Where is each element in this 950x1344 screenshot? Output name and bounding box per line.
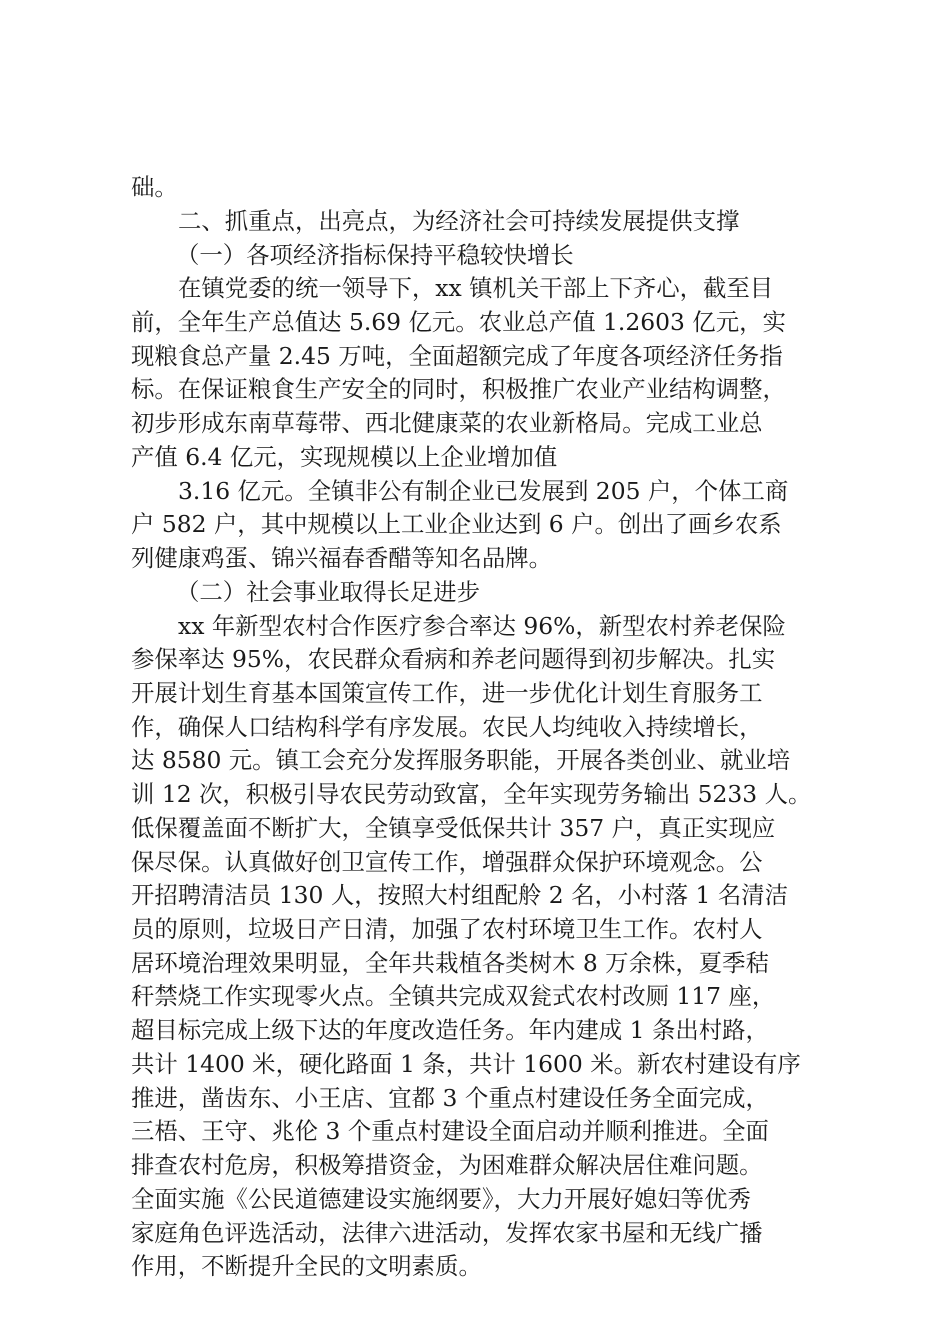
- text-line: 列健康鸡蛋、锦兴福春香醋等知名品牌。: [131, 544, 553, 572]
- text-line: 推进，凿齿东、小王店、宜都 3 个重点村建设任务全面完成，: [131, 1084, 769, 1112]
- text-line: 础。: [131, 173, 178, 201]
- text-line: 产值 6.4 亿元，实现规模以上企业增加值: [131, 443, 558, 471]
- text-line: 训 12 次，积极引导农民劳动致富，全年实现劳务输出 5233 人。: [131, 780, 812, 808]
- text-line: xx 年新型农村合作医疗参合率达 96%，新型农村养老保险: [178, 612, 786, 640]
- text-line: 达 8580 元。镇工会充分发挥服务职能，开展各类创业、就业培: [131, 746, 791, 774]
- text-line: 在镇党委的统一领导下，xx 镇机关干部上下齐心，截至目: [178, 274, 774, 302]
- text-line: 居环境治理效果明显，全年共栽植各类树木 8 万余株，夏季秸: [131, 949, 769, 977]
- subsection-heading: （一）各项经济指标保持平稳较快增长: [176, 241, 574, 269]
- text-line: 全面实施《公民道德建设实施纲要》，大力开展好媳妇等优秀: [131, 1185, 751, 1213]
- text-line: 作，确保人口结构科学有序发展。农民人均纯收入持续增长，: [131, 713, 763, 741]
- section-heading: 二、抓重点，出亮点，为经济社会可持续发展提供支撑: [178, 207, 740, 235]
- text-line: 户 582 户，其中规模以上工业企业达到 6 户。创出了画乡农系: [131, 510, 782, 538]
- text-line: 员的原则，垃圾日产日清，加强了农村环境卫生工作。农村人: [131, 915, 763, 943]
- text-line: 共计 1400 米，硬化路面 1 条，共计 1600 米。新农村建设有序: [131, 1050, 801, 1078]
- text-line: 初步形成东南草莓带、西北健康菜的农业新格局。完成工业总: [131, 409, 763, 437]
- text-line: 三梧、王守、兆伦 3 个重点村建设全面启动并顺利推进。全面: [131, 1117, 769, 1145]
- subsection-heading: （二）社会事业取得长足进步: [176, 578, 481, 606]
- text-line: 开招聘清洁员 130 人，按照大村组配舲 2 名，小村落 1 名清洁: [131, 881, 789, 909]
- text-line: 3.16 亿元。全镇非公有制企业已发展到 205 户，个体工商: [178, 477, 789, 505]
- text-line: 低保覆盖面不断扩大，全镇享受低保共计 357 户，真正实现应: [131, 814, 776, 842]
- text-line: 参保率达 95%，农民群众看病和养老问题得到初步解决。扎实: [131, 645, 776, 673]
- text-line: 作用，不断提升全民的文明素质。: [131, 1252, 482, 1280]
- text-line: 现粮食总产量 2.45 万吨，全面超额完成了年度各项经济任务指: [131, 342, 783, 370]
- text-line: 前，全年生产总值达 5.69 亿元。农业总产值 1.2603 亿元，实: [131, 308, 786, 336]
- text-line: 超目标完成上级下达的年度改造任务。年内建成 1 条出村路，: [131, 1016, 769, 1044]
- text-line: 开展计划生育基本国策宣传工作，进一步优化计划生育服务工: [131, 679, 763, 707]
- text-line: 标。在保证粮食生产安全的同时，积极推广农业产业结构调整，: [131, 375, 786, 403]
- text-line: 家庭角色评选活动，法律六进活动，发挥农家书屋和无线广播: [131, 1219, 763, 1247]
- text-line: 保尽保。认真做好创卫宣传工作，增强群众保护环境观念。公: [131, 848, 763, 876]
- text-line: 排查农村危房，积极筹措资金，为困难群众解决居住难问题。: [131, 1151, 763, 1179]
- text-line: 秆禁烧工作实现零火点。全镇共完成双瓮式农村改厕 117 座，: [131, 982, 776, 1010]
